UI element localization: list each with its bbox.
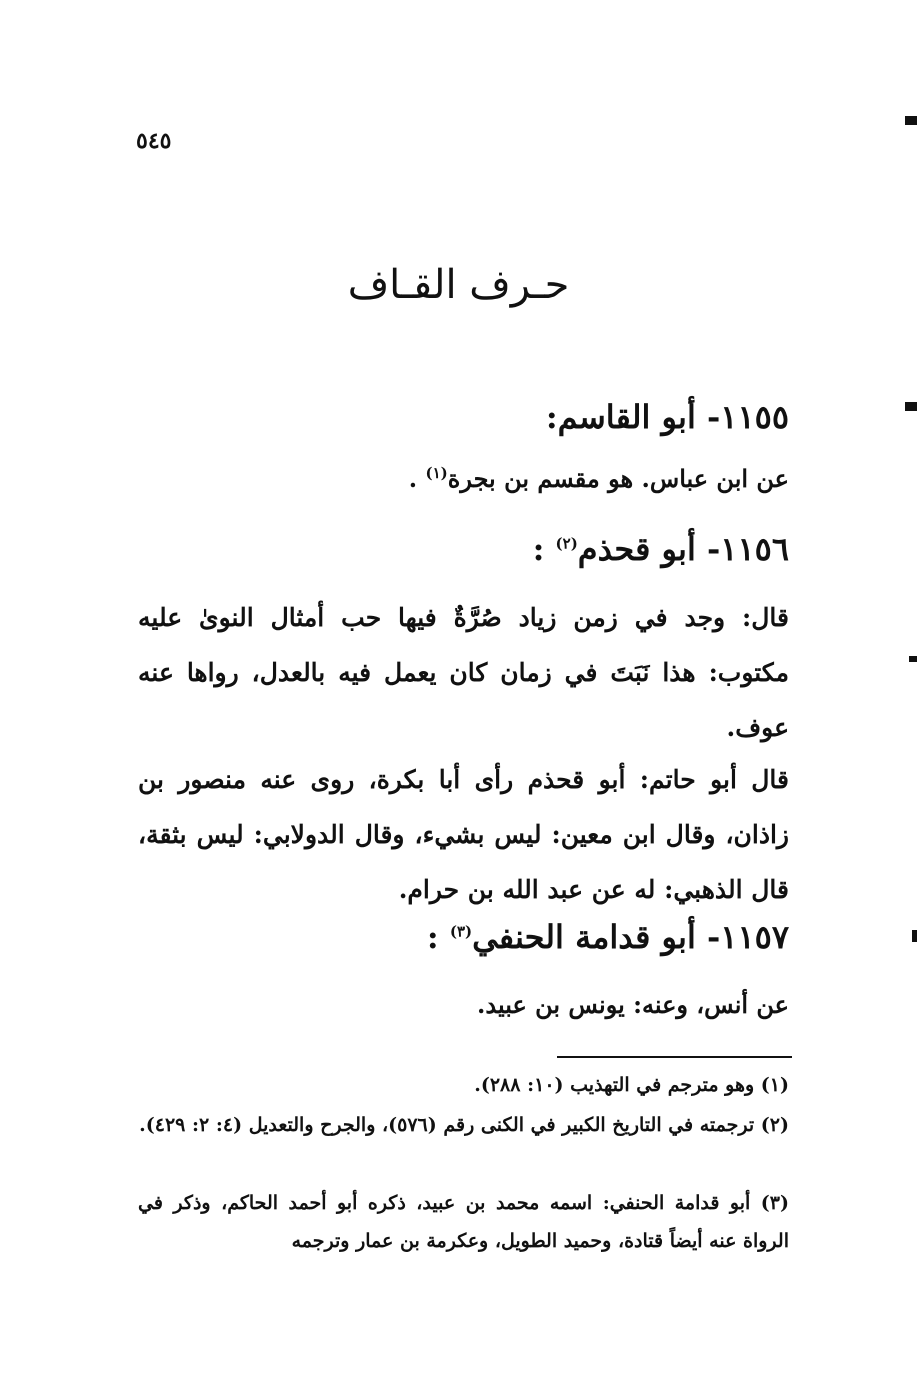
footnote-3: (٣) أبو قدامة الحنفي: اسمه محمد بن عبيد، ذكره أبو أحمد الحاكم، وذكر في الرواة عنه أيضاً قتادة، وحميد الطويل، وعكرمة بن عمار وترجمه	[138, 1192, 789, 1252]
page-number: ٥٤٥	[136, 128, 172, 154]
entry-1155-line-end: .	[408, 464, 426, 493]
footnote-ref-3[interactable]: (٣)	[449, 922, 473, 941]
entry-1155-line: عن ابن عباس. هو مقسم بن بجرة	[447, 464, 789, 493]
entry-1157-text: عن أنس، وعنه: يونس بن عبيد.	[477, 990, 789, 1019]
scan-edge-mark	[905, 116, 917, 125]
entry-1156-paragraph-1: قال: وجد في زمن زياد صُرَّةٌ فيها حب أمثال النوىٰ عليه مكتوب: هذا نَبَتَ في زمان كان يعمل فيه بالعدل، رواها عنه عوف.	[138, 603, 789, 742]
footnote-separator	[557, 1056, 792, 1058]
footnote-2: (٢) ترجمته في التاريخ الكبير في الكنى رقم (٥٧٦)، والجرح والتعديل (٤: ٢: ٤٢٩).	[139, 1114, 789, 1136]
entry-heading-1155: ١١٥٥- أبو القاسم:	[545, 398, 789, 436]
footnote-ref-1[interactable]: (١)	[425, 464, 448, 482]
scan-edge-mark	[912, 930, 917, 942]
footnote-1: (١) وهو مترجم في التهذيب (١٠: ٢٨٨).	[474, 1074, 789, 1096]
entry-heading-1157	[427, 918, 789, 956]
scan-edge-mark	[905, 402, 917, 411]
entry-1156-paragraph-2: قال أبو حاتم: أبو قحذم رأى أبا بكرة، روى عنه منصور بن زاذان، وقال ابن معين: ليس بشيء، وقال الدولابي: ليس بثقة، قال الذهبي: له عن عبد الله بن حرام.	[138, 765, 789, 904]
entry-1156-title: ١١٥٦- أبو قحذم	[577, 530, 789, 568]
scan-edge-mark	[909, 656, 917, 662]
chapter-title: حـرف القـاف	[347, 262, 570, 308]
footnote-ref-2[interactable]: (٢)	[555, 534, 578, 553]
entry-1156-colon: :	[532, 530, 556, 568]
entry-heading-1156	[533, 530, 789, 568]
entry-1155-text	[409, 464, 789, 493]
entry-1157-title: ١١٥٧- أبو قدامة الحنفي	[472, 918, 789, 956]
entry-1157-colon: :	[426, 918, 450, 956]
